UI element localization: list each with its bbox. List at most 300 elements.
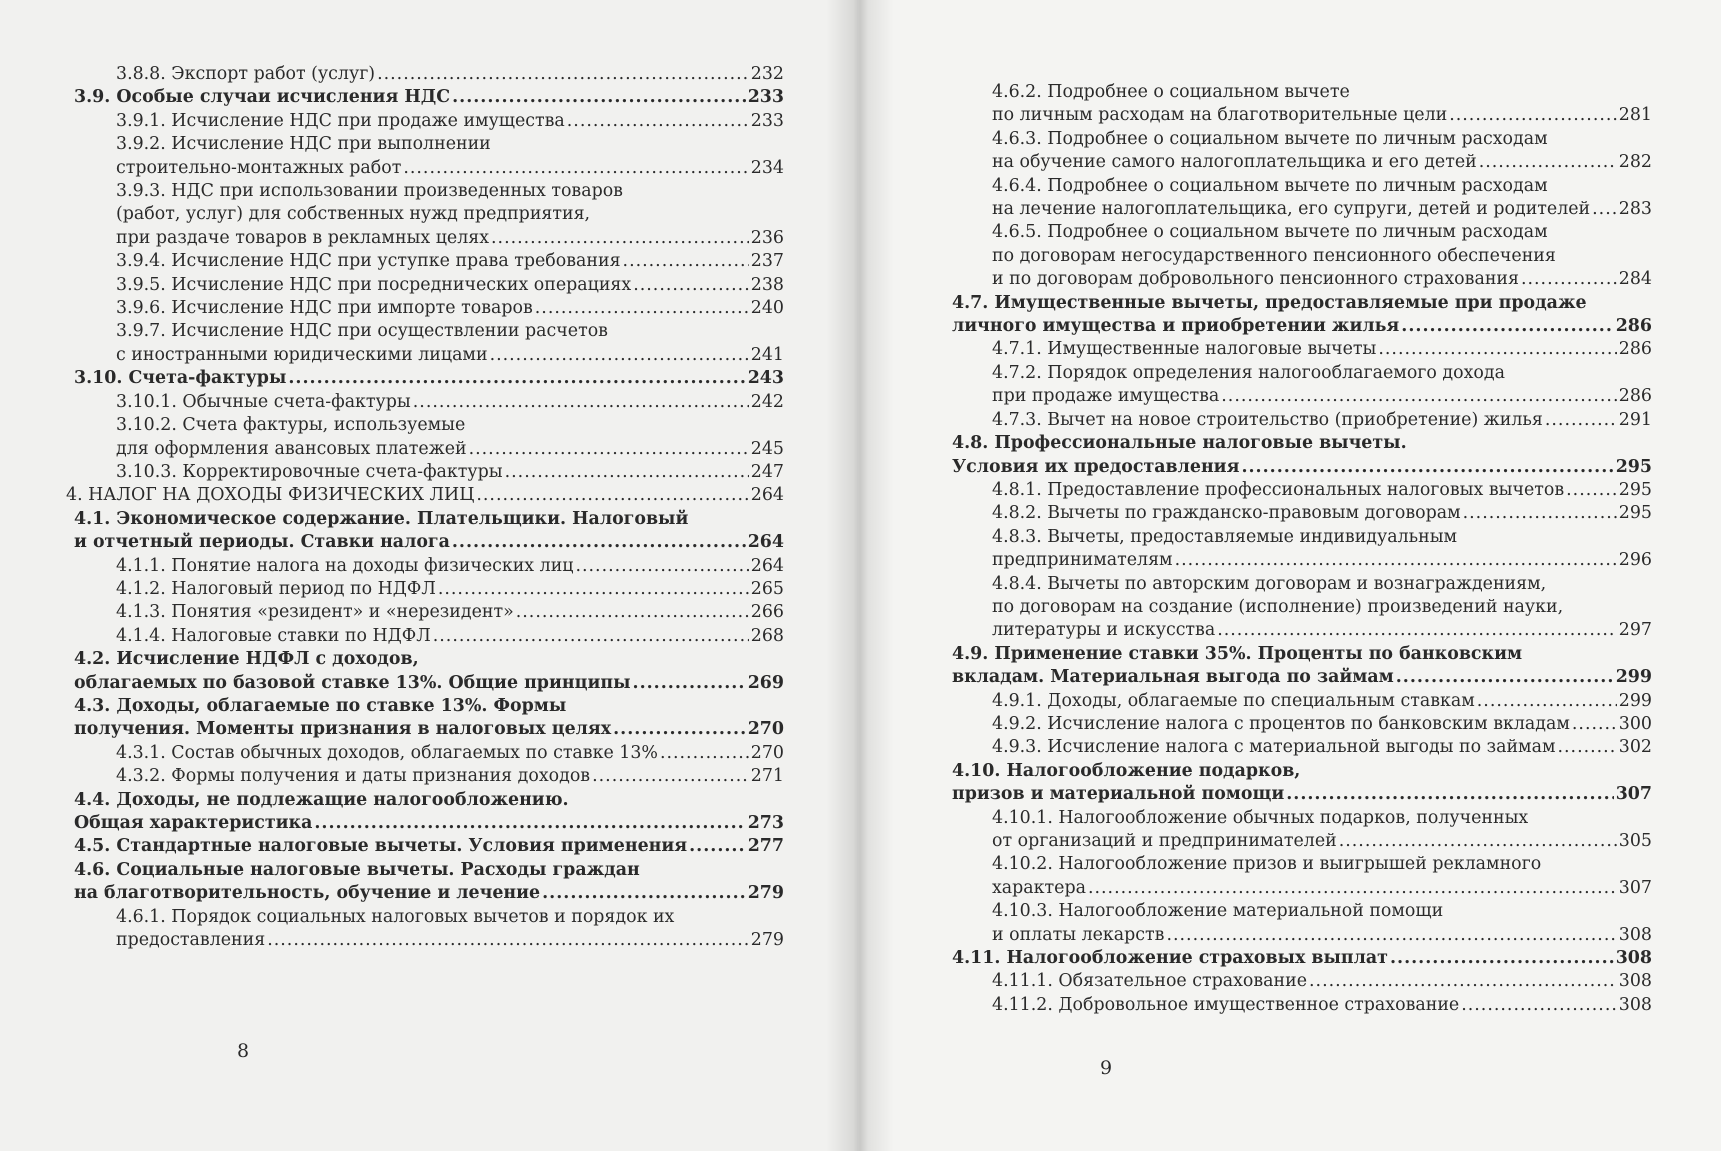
toc-entry	[66, 484, 784, 507]
toc-entry	[952, 994, 1652, 1017]
toc-entry-title: 4.1.1. Понятие налога на доходы физических лиц	[116, 555, 574, 576]
toc-entry-page: 286	[1615, 316, 1652, 337]
toc-entry-page: 247	[750, 461, 784, 482]
dot-leader	[1396, 666, 1614, 689]
toc-entry-line	[992, 245, 1652, 268]
toc-entry-page: 281	[1618, 105, 1652, 126]
toc-entry	[66, 742, 784, 765]
dot-leader	[377, 63, 749, 86]
toc-entry-line	[116, 555, 784, 578]
toc-entry	[66, 320, 784, 367]
toc-entry-title: строительно-монтажных работ	[116, 157, 402, 178]
toc-entry	[952, 81, 1652, 128]
toc-entry-page: 245	[750, 438, 784, 459]
toc-entry	[952, 409, 1652, 432]
toc-entry-title: 4.7.2. Порядок определения налогооблагаемого дохода	[992, 362, 1505, 383]
toc-entry-line	[992, 713, 1652, 736]
toc-entry-title: по договорам на создание (исполнение) произведений науки,	[992, 596, 1564, 617]
toc-entry-title: Условия их предоставления	[952, 456, 1240, 477]
dot-leader	[288, 367, 745, 390]
toc-entry-title: 4.3. Доходы, облагаемые по ставке 13%. Формы	[74, 695, 567, 716]
dot-leader	[1479, 151, 1617, 174]
toc-entry-title: 3.9. Особые случаи исчисления НДС	[74, 87, 451, 108]
toc-entry-line	[116, 250, 784, 273]
toc-entry	[66, 648, 784, 695]
toc-entry-title: при раздаче товаров в рекламных целях	[116, 227, 490, 248]
toc-entry-page: 296	[1618, 550, 1652, 571]
toc-entry-line	[952, 760, 1652, 783]
toc-entry-page: 307	[1615, 784, 1652, 805]
toc-entry-line	[74, 718, 784, 741]
toc-entry-line	[992, 104, 1652, 127]
toc-entry	[952, 807, 1652, 854]
toc-entry-line	[992, 409, 1652, 432]
toc-entry-title: предоставления	[116, 930, 266, 951]
dot-leader	[413, 391, 749, 414]
toc-entry-page: 241	[750, 344, 784, 365]
toc-entry-page: 307	[1618, 877, 1652, 898]
toc-entry	[952, 338, 1652, 361]
toc-entry-title: литературы и искусства	[992, 620, 1216, 641]
dot-leader	[452, 86, 746, 109]
dot-leader	[1592, 198, 1617, 221]
toc-entry-line	[116, 203, 784, 226]
dot-leader	[1477, 690, 1617, 713]
toc-entry-title: 4.10.3. Налогообложение материальной помощи	[992, 901, 1444, 922]
toc-entry-title: 4.6.3. Подробнее о социальном вычете по личным расходам	[992, 128, 1548, 149]
toc-entry-title: 4.9.1. Доходы, облагаемые по специальным ставкам	[992, 690, 1475, 711]
dot-leader	[267, 929, 749, 952]
toc-entry-line	[74, 859, 784, 882]
toc-entry-page: 238	[750, 274, 784, 295]
dot-leader	[505, 461, 749, 484]
toc-entry-page: 240	[750, 298, 784, 319]
toc-entry-title: 4.11.2. Добровольное имущественное страхование	[992, 994, 1460, 1015]
toc-entry	[952, 175, 1652, 222]
toc-entry-title: 3.9.5. Исчисление НДС при посреднических операциях	[116, 274, 632, 295]
toc-entry-title: 3.10. Счета-фактуры	[74, 368, 287, 389]
toc-entry-title: облагаемых по базовой ставке 13%. Общие принципы	[74, 672, 631, 693]
toc-entry	[952, 573, 1652, 643]
toc-entry-title: и оплаты лекарств	[992, 924, 1165, 945]
toc-entry-line	[992, 924, 1652, 947]
toc-entry-title: 4.6.1. Порядок социальных налоговых вычетов и порядок их	[116, 906, 675, 927]
toc-entry-line	[952, 292, 1652, 315]
toc-entry-title: 4.9.3. Исчисление налога с материальной выгоды по займам	[992, 737, 1556, 758]
dot-leader	[575, 555, 748, 578]
toc-entry-title: 4. НАЛОГ НА ДОХОДЫ ФИЗИЧЕСКИХ ЛИЦ	[66, 485, 475, 506]
toc-entry-line	[992, 853, 1652, 876]
toc-entry	[952, 900, 1652, 947]
toc-entry-line	[116, 157, 784, 180]
toc-entry-page: 232	[750, 64, 784, 84]
dot-leader	[1461, 994, 1617, 1017]
toc-entry-title: получения. Моменты признания в налоговых целях	[74, 719, 612, 740]
toc-entry	[66, 508, 784, 555]
toc-entry	[952, 970, 1652, 993]
toc-entry-line	[992, 807, 1652, 830]
toc-entry-title: 3.10.2. Счета фактуры, используемые	[116, 415, 466, 436]
toc-entry-title: 4.6. Социальные налоговые вычеты. Расходы граждан	[74, 859, 640, 880]
toc-entry-title: 4.8. Профессиональные налоговые вычеты.	[952, 433, 1407, 454]
toc-entry	[66, 601, 784, 624]
toc-entry-page: 295	[1618, 503, 1652, 524]
toc-entry-title: 4.4. Доходы, не подлежащие налогообложению.	[74, 789, 569, 810]
toc-entry-line	[992, 128, 1652, 151]
toc-entry-title: 4.1.3. Понятия «резидент» и «нерезидент»	[116, 602, 514, 623]
toc-entry-title: и по договорам добровольного пенсионного страхования	[992, 269, 1519, 290]
dot-leader	[403, 157, 748, 180]
toc-entry-page: 308	[1618, 994, 1652, 1015]
toc-entry	[66, 859, 784, 906]
dot-leader	[1521, 268, 1617, 291]
toc-entry	[66, 367, 784, 390]
toc-entry-title: от организаций и предпринимателей	[992, 831, 1337, 851]
toc-entry-page: 270	[747, 719, 784, 740]
toc-entry-title: 4.6.4. Подробнее о социальном вычете по личным расходам	[992, 175, 1548, 196]
dot-leader	[516, 601, 749, 624]
toc-entry-title: с иностранными юридическими лицами	[116, 344, 488, 365]
toc-entry-line	[116, 765, 784, 788]
toc-entry-title: 4.11. Налогообложение страховых выплат	[952, 948, 1388, 969]
toc-entry	[952, 362, 1652, 409]
toc-entry	[66, 578, 784, 601]
toc-entry-page: 300	[1618, 713, 1652, 734]
toc-entry-title: (работ, услуг) для собственных нужд предприятия,	[116, 204, 591, 225]
toc-entry	[952, 736, 1652, 759]
toc-entry-title: Общая характеристика	[74, 813, 313, 833]
toc-entry-line	[116, 742, 784, 765]
toc-entry	[66, 133, 784, 180]
toc-entry-line	[116, 320, 784, 343]
toc-entry-line	[992, 994, 1652, 1017]
toc-entry-page: 308	[1618, 971, 1652, 992]
toc-entry-line	[116, 110, 784, 133]
toc-entry-title: 4.11.1. Обязательное страхование	[992, 971, 1308, 992]
toc-entry-page: 297	[1618, 620, 1652, 641]
toc-entry-line	[952, 315, 1652, 338]
toc-entry-title: 4.10. Налогообложение подарков,	[952, 760, 1301, 781]
toc-entry-title: 4.8.2. Вычеты по гражданско-правовым договорам	[992, 503, 1461, 524]
toc-entry-title: 4.7.1. Имущественные налоговые вычеты	[992, 339, 1377, 360]
dot-leader	[1088, 877, 1617, 900]
toc-entry-title: 3.9.6. Исчисление НДС при импорте товаров	[116, 298, 533, 319]
toc-entry-page: 266	[750, 602, 784, 623]
toc-entry-line	[992, 619, 1652, 642]
toc-entry-line	[992, 221, 1652, 244]
toc-entry-line	[66, 484, 784, 507]
toc-entry	[952, 479, 1652, 502]
dot-leader	[438, 578, 749, 601]
toc-entry-title: 4.6.2. Подробнее о социальном вычете	[992, 82, 1350, 102]
toc-entry-title: 3.10.3. Корректировочные счета-фактуры	[116, 461, 503, 482]
toc-entry-line	[74, 835, 784, 858]
table-of-contents-left	[66, 63, 784, 952]
toc-entry	[66, 765, 784, 788]
toc-entry-title: 3.9.3. НДС при использовании произведенных товаров	[116, 181, 623, 202]
toc-entry	[66, 789, 784, 836]
toc-entry-line	[116, 461, 784, 484]
toc-entry-page: 283	[1618, 199, 1652, 220]
table-of-contents-right	[952, 81, 1652, 1017]
toc-entry-line	[116, 63, 784, 86]
dot-leader	[1557, 736, 1616, 759]
toc-entry-line	[992, 970, 1652, 993]
toc-entry-title: 4.2. Исчисление НДФЛ с доходов,	[74, 649, 419, 670]
toc-entry	[66, 414, 784, 461]
toc-entry	[66, 274, 784, 297]
toc-entry-line	[116, 906, 784, 929]
toc-entry-line	[74, 531, 784, 554]
toc-entry-line	[952, 643, 1652, 666]
toc-entry-title: 4.6.5. Подробнее о социальном вычете по личным расходам	[992, 222, 1548, 243]
toc-entry-page: 305	[1618, 831, 1652, 851]
toc-entry-line	[992, 151, 1652, 174]
toc-entry-title: по договорам негосударственного пенсионного обеспечения	[992, 245, 1556, 266]
toc-entry-line	[116, 227, 784, 250]
toc-entry-title: при продаже имущества	[992, 386, 1220, 407]
toc-entry-page: 242	[750, 391, 784, 412]
toc-entry-page: 286	[1618, 386, 1652, 407]
toc-entry-line	[992, 338, 1652, 361]
dot-leader	[1401, 315, 1613, 338]
toc-entry-line	[992, 198, 1652, 221]
toc-entry-line	[992, 830, 1652, 853]
toc-entry-line	[74, 86, 784, 109]
toc-entry-page: 264	[747, 532, 784, 553]
toc-entry	[66, 297, 784, 320]
toc-entry-line	[74, 672, 784, 695]
toc-entry-page: 282	[1618, 152, 1652, 173]
dot-leader	[660, 742, 749, 765]
toc-entry-page: 233	[750, 110, 784, 131]
toc-entry-line	[992, 526, 1652, 549]
toc-entry-line	[992, 736, 1652, 759]
toc-entry-title: 3.9.4. Исчисление НДС при уступке права требования	[116, 251, 621, 272]
toc-entry-line	[952, 666, 1652, 689]
dot-leader	[452, 531, 746, 554]
dot-leader	[542, 882, 746, 905]
dot-leader	[1566, 479, 1617, 502]
toc-entry-page: 264	[750, 555, 784, 576]
toc-entry-title: 4.8.3. Вычеты, предоставляемые индивидуальным	[992, 526, 1458, 547]
toc-entry-page: 279	[750, 930, 784, 951]
toc-entry-title: 4.3.2. Формы получения и даты признания доходов	[116, 766, 591, 787]
toc-entry-title: для оформления авансовых платежей	[116, 438, 467, 459]
toc-entry-line	[992, 900, 1652, 923]
toc-entry-line	[74, 882, 784, 905]
toc-entry-title: 4.5. Стандартные налоговые вычеты. Условия применения	[74, 836, 688, 857]
toc-entry-title: 3.9.2. Исчисление НДС при выполнении	[116, 134, 491, 155]
toc-entry-line	[952, 947, 1652, 970]
dot-leader	[469, 438, 749, 461]
toc-entry-page: 295	[1615, 456, 1652, 477]
toc-entry-line	[116, 625, 784, 648]
page-number: 8	[237, 1040, 250, 1062]
toc-entry	[66, 555, 784, 578]
dot-leader	[491, 227, 749, 250]
dot-leader	[633, 672, 746, 695]
toc-entry-page: 302	[1618, 737, 1652, 758]
right-page	[858, 0, 1721, 1151]
toc-entry-title: на благотворительность, обучение и лечение	[74, 883, 541, 904]
toc-entry-line	[74, 648, 784, 671]
toc-entry-line	[992, 362, 1652, 385]
toc-entry-title: на лечение налогоплательщика, его супруги, детей и родителей	[992, 199, 1591, 220]
toc-entry-page: 295	[1618, 479, 1652, 500]
toc-entry-title: предпринимателям	[992, 550, 1173, 571]
toc-entry-line	[74, 367, 784, 390]
toc-entry-title: и отчетный периоды. Ставки налога	[74, 532, 450, 553]
toc-entry	[66, 86, 784, 109]
toc-entry-title: 3.9.7. Исчисление НДС при осуществлении расчетов	[116, 321, 608, 342]
toc-entry-page: 268	[750, 625, 784, 646]
toc-entry-line	[992, 502, 1652, 525]
toc-entry-line	[116, 391, 784, 414]
dot-leader	[567, 110, 749, 133]
toc-entry-line	[116, 297, 784, 320]
dot-leader	[1175, 549, 1617, 572]
toc-entry-line	[116, 180, 784, 203]
toc-entry-line	[992, 877, 1652, 900]
toc-entry-page: 234	[750, 157, 784, 178]
toc-entry-title: 4.7.3. Вычет на новое строительство (приобретение) жилья	[992, 409, 1543, 430]
toc-entry-line	[952, 456, 1652, 479]
toc-entry-line	[116, 601, 784, 624]
toc-entry-title: по личным расходам на благотворительные цели	[992, 105, 1448, 126]
dot-leader	[476, 484, 748, 507]
toc-entry-page: 308	[1618, 924, 1652, 945]
dot-leader	[1378, 338, 1616, 361]
toc-entry-line	[992, 175, 1652, 198]
toc-entry	[952, 690, 1652, 713]
toc-entry-page: 299	[1615, 667, 1652, 688]
dot-leader	[1545, 409, 1617, 432]
toc-entry	[66, 250, 784, 273]
toc-entry	[66, 63, 784, 86]
toc-entry	[952, 643, 1652, 690]
toc-entry	[952, 432, 1652, 479]
toc-entry-page: 273	[747, 813, 784, 833]
dot-leader	[689, 835, 746, 858]
dot-leader	[433, 625, 749, 648]
toc-entry-line	[992, 596, 1652, 619]
toc-entry	[952, 853, 1652, 900]
toc-entry-line	[74, 695, 784, 718]
toc-entry-page: 271	[750, 766, 784, 787]
dot-leader	[1166, 924, 1616, 947]
page-number: 9	[1100, 1057, 1113, 1079]
toc-entry	[952, 947, 1652, 970]
toc-entry	[952, 292, 1652, 339]
toc-entry-line	[116, 133, 784, 156]
toc-entry-title: 3.9.1. Исчисление НДС при продаже имущества	[116, 110, 565, 131]
toc-entry-line	[992, 549, 1652, 572]
toc-entry-title: 3.8.8. Экспорт работ (услуг)	[116, 64, 376, 84]
toc-entry-title: 4.9. Применение ставки 35%. Проценты по банковским	[952, 643, 1523, 664]
toc-entry-line	[952, 783, 1652, 806]
left-page	[0, 0, 858, 1151]
toc-entry-page: 269	[747, 672, 784, 693]
dot-leader	[535, 297, 749, 320]
toc-entry-page: 308	[1615, 948, 1652, 969]
dot-leader	[1463, 502, 1617, 525]
toc-entry	[952, 221, 1652, 291]
toc-entry-line	[992, 479, 1652, 502]
dot-leader	[1449, 104, 1617, 127]
dot-leader	[633, 274, 749, 297]
toc-entry	[66, 835, 784, 858]
toc-entry-line	[992, 385, 1652, 408]
toc-entry-page: 237	[750, 251, 784, 272]
dot-leader	[592, 765, 749, 788]
toc-entry	[952, 713, 1652, 736]
toc-entry-title: 4.1.2. Налоговый период по НДФЛ	[116, 578, 436, 599]
dot-leader	[1309, 970, 1617, 993]
toc-entry-page: 270	[750, 742, 784, 763]
toc-entry-line	[116, 929, 784, 952]
dot-leader	[314, 812, 745, 835]
toc-entry-title: на обучение самого налогоплательщика и его детей	[992, 152, 1477, 173]
toc-entry-line	[116, 274, 784, 297]
toc-entry-line	[116, 578, 784, 601]
toc-entry	[66, 110, 784, 133]
toc-entry-page: 279	[747, 883, 784, 904]
toc-entry-line	[74, 508, 784, 531]
toc-entry-title: личного имущества и приобретении жилья	[952, 316, 1400, 337]
toc-entry-line	[992, 573, 1652, 596]
toc-entry-title: 4.8.1. Предоставление профессиональных налоговых вычетов	[992, 479, 1565, 500]
toc-entry-title: призов и материальной помощи	[952, 784, 1285, 805]
toc-entry-title: 4.10.2. Налогообложение призов и выигрышей рекламного	[992, 854, 1542, 875]
toc-entry-line	[992, 81, 1652, 104]
toc-entry-page: 299	[1618, 690, 1652, 711]
toc-entry	[66, 625, 784, 648]
toc-entry-page: 286	[1618, 339, 1652, 360]
toc-entry-page: 236	[750, 227, 784, 248]
toc-entry-line	[992, 268, 1652, 291]
toc-entry-title: 4.9.2. Исчисление налога с процентов по банковским вкладам	[992, 713, 1570, 734]
dot-leader	[1241, 456, 1613, 479]
toc-entry-page: 264	[750, 485, 784, 506]
toc-entry	[66, 906, 784, 953]
toc-entry-page: 291	[1618, 409, 1652, 430]
toc-entry-title: 4.8.4. Вычеты по авторским договорам и вознаграждениям,	[992, 573, 1547, 594]
dot-leader	[1339, 830, 1617, 853]
toc-entry-line	[74, 812, 784, 835]
toc-entry	[66, 180, 784, 250]
toc-entry-line	[74, 789, 784, 812]
toc-entry-title: 4.1.4. Налоговые ставки по НДФЛ	[116, 625, 431, 646]
toc-entry-page: 243	[747, 368, 784, 389]
toc-entry	[952, 128, 1652, 175]
toc-entry-title: 4.3.1. Состав обычных доходов, облагаемых по ставке 13%	[116, 742, 658, 763]
toc-entry	[66, 391, 784, 414]
toc-entry	[952, 502, 1652, 525]
toc-entry-title: вкладам. Материальная выгода по займам	[952, 667, 1394, 688]
dot-leader	[623, 250, 749, 273]
toc-entry-line	[116, 414, 784, 437]
dot-leader	[613, 718, 746, 741]
toc-entry-line	[116, 344, 784, 367]
toc-entry-page: 233	[747, 87, 784, 108]
toc-entry-line	[952, 432, 1652, 455]
toc-entry	[66, 695, 784, 742]
dot-leader	[1217, 619, 1617, 642]
dot-leader	[1221, 385, 1617, 408]
toc-entry-page: 277	[747, 836, 784, 857]
toc-entry-page: 265	[750, 578, 784, 599]
